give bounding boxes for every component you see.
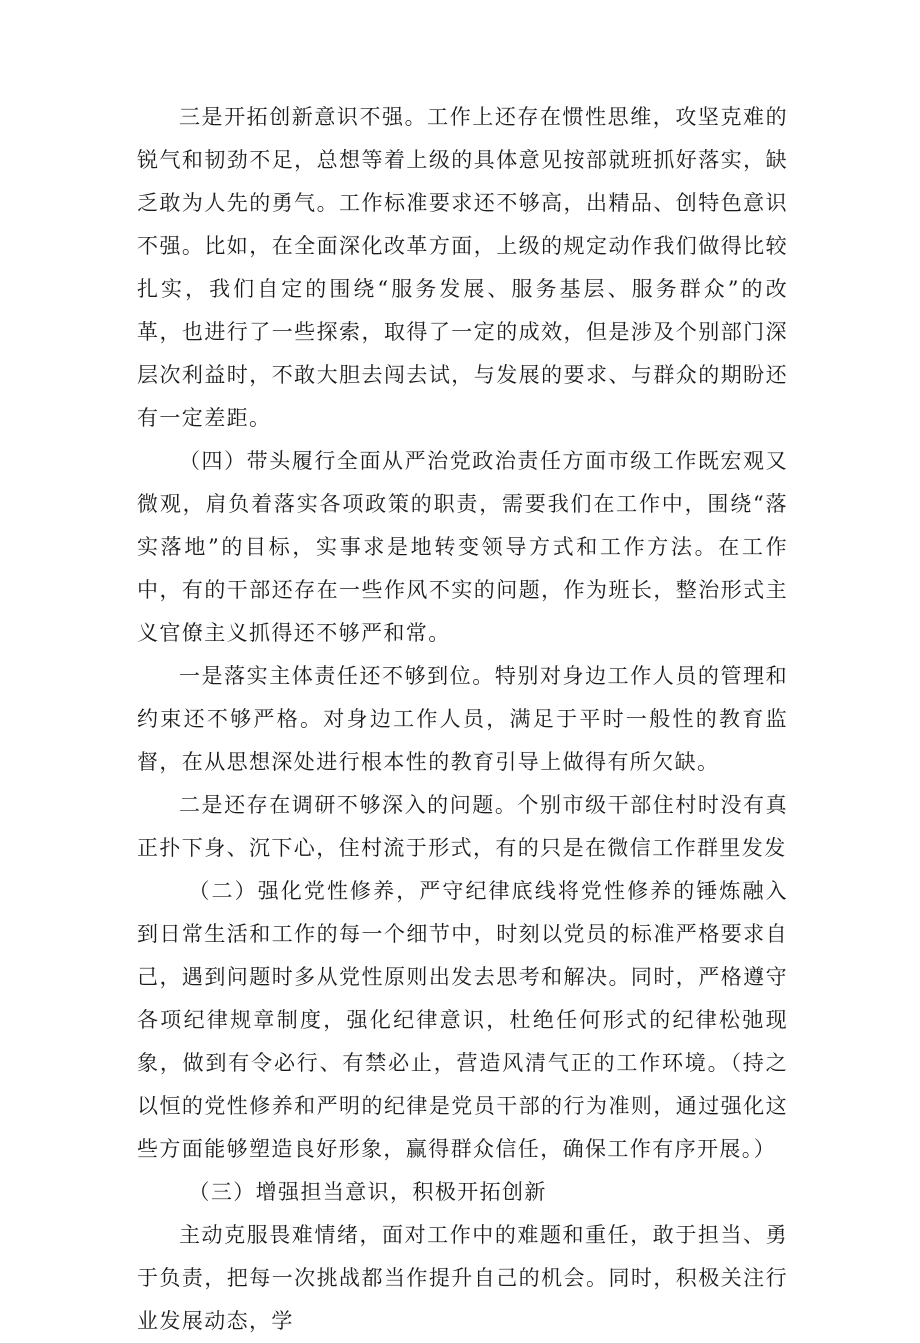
paragraph-research-issue: 二是还存在调研不够深入的问题。个别市级干部住村时没有真正扑下身、沉下心，住村流于形式，有的只是在微信工作群里发发 [137,793,788,860]
paragraph-section-two-party-spirit: （二）强化党性修养，严守纪律底线将党性修养的锤炼融入到日常生活和工作的每一个细节中，时刻以党员的标准严格要求自己，遇到问题时多从党性原则出发去思考和解决。同时，严格遵守各项纪律规章制度，强化纪律意识，杜绝任何形式的纪律松弛现象，做到有令必行、有禁必止，营造风清气正的工作环境。（持之以恒的党性修养和严明的纪律是党员干部的行为准则，通过强化这些方面能够塑造良好形象，赢得群众信任，确保工作有序开展。） [137,879,788,1161]
paragraph-overcome-difficulty: 主动克服畏难情绪，面对工作中的难题和重任，敢于担当、勇于负责，把每一次挑战都当作提升自己的机会。同时，积极关注行业发展动态，学 [137,1223,788,1333]
paragraph-innovation-weakness: 三是开拓创新意识不强。工作上还存在惯性思维，攻坚克难的锐气和韧劲不足，总想等着上级的具体意见按部就班抓好落实，缺乏敢为人先的勇气。工作标准要求还不够高，出精品、创特色意识不强。比如，在全面深化改革方面，上级的规定动作我们做得比较扎实，我们自定的围绕“服务发展、服务基层、服务群众”的改革，也进行了一些探索，取得了一定的成效，但是涉及个别部门深层次利益时，不敢大胆去闯去试，与发展的要求、与群众的期盼还有一定差距。 [137,105,788,430]
document-body [137,96,788,1343]
paragraph-section-four-responsibility: （四）带头履行全面从严治党政治责任方面市级工作既宏观又微观，肩负着落实各项政策的职责，需要我们在工作中，围绕“落实落地”的目标，实事求是地转变领导方式和工作方法。在工作中，有的干部还存在一些作风不实的问题，作为班长，整治形式主义官僚主义抓得还不够严和常。 [137,449,788,645]
paragraph-section-three-heading: （三）增强担当意识，积极开拓创新 [188,1180,547,1204]
paragraph-main-responsibility: 一是落实主体责任还不够到位。特别对身边工作人员的管理和约束还不够严格。对身边工作人员，满足于平时一般性的教育监督，在从思想深处进行根本性的教育引导上做得有所欠缺。 [137,664,788,774]
